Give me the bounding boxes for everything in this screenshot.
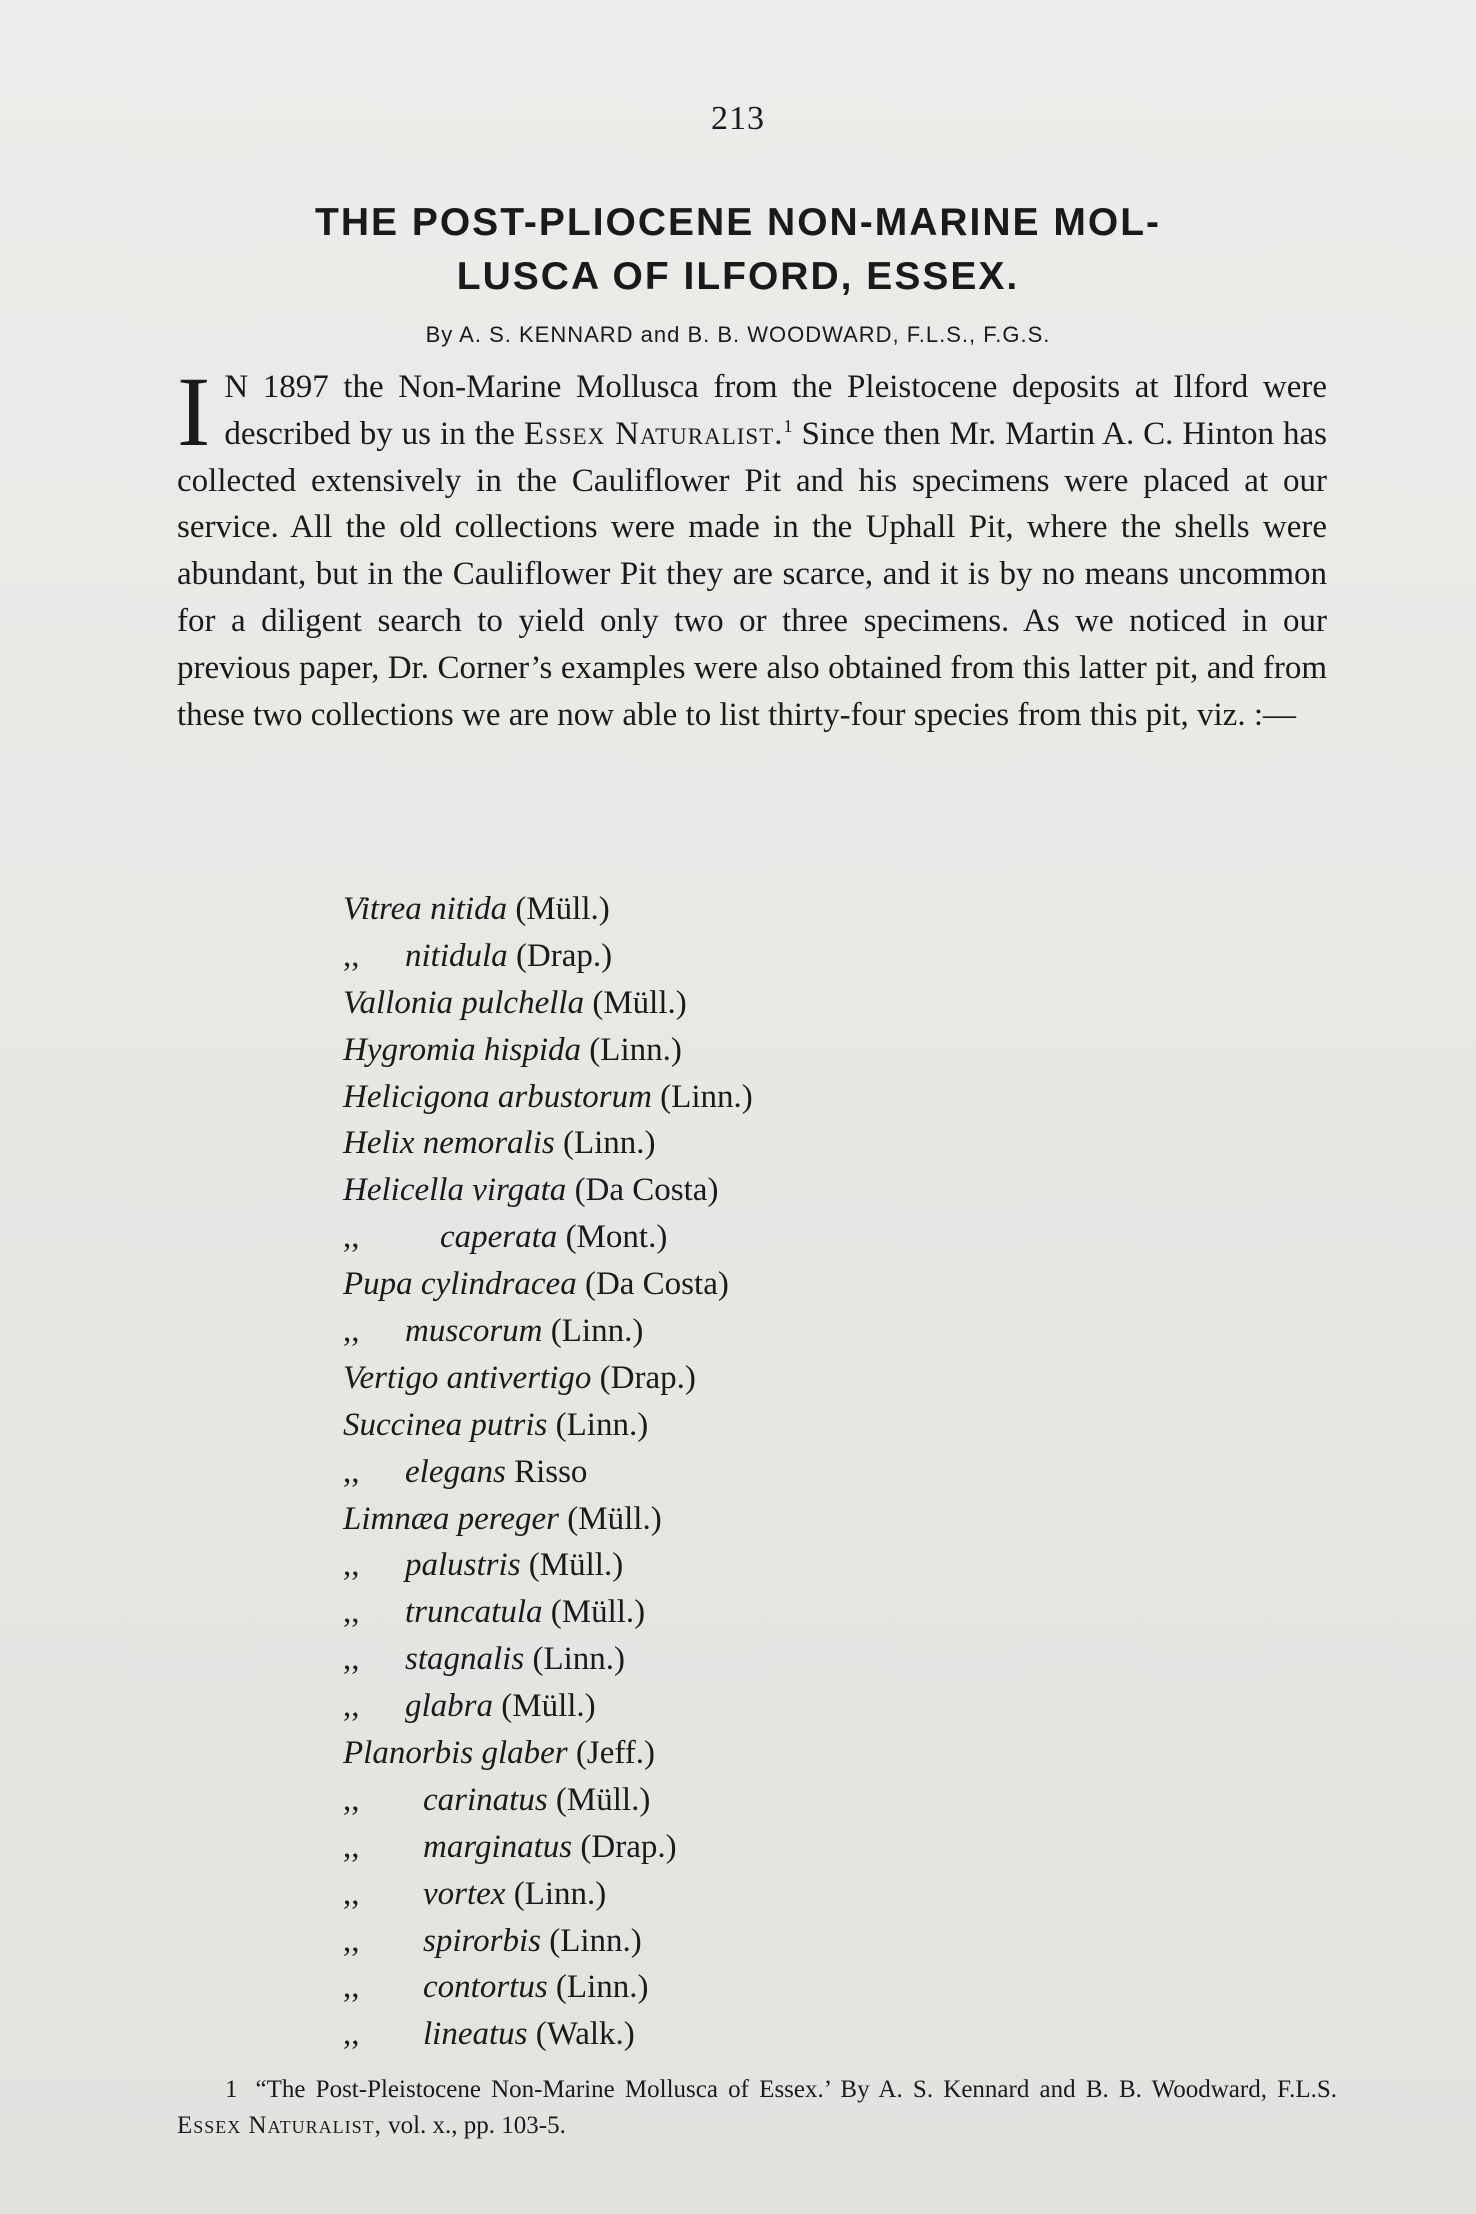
species-item (343, 1402, 753, 1449)
ditto-mark: ,, (343, 1453, 360, 1490)
species-item (343, 1542, 753, 1589)
footnote-journal: Essex Naturalist, (177, 2112, 382, 2139)
species-epithet: stagnalis (405, 1641, 525, 1678)
ditto-mark: ,, (343, 1969, 360, 2006)
species-epithet: glabra (405, 1688, 494, 1725)
genus: Hygromia (343, 1031, 476, 1068)
species-epithet: marginatus (423, 1828, 573, 1865)
species-authority: (Linn.) (513, 1875, 607, 1912)
species-authority: (Linn.) (549, 1922, 642, 1959)
species-authority: Risso (514, 1453, 588, 1490)
species-item (343, 1824, 753, 1871)
footnote-ref: 1 (783, 415, 793, 436)
genus: Succinea (343, 1406, 463, 1443)
species-authority: (Drap.) (599, 1359, 696, 1396)
species-epithet: antivertigo (446, 1359, 592, 1396)
genus: Helicella (343, 1172, 464, 1209)
genus: Planorbis (343, 1735, 474, 1772)
species-epithet: spirorbis (423, 1922, 541, 1959)
species-authority: (Müll.) (501, 1688, 596, 1725)
species-item (343, 1167, 753, 1214)
species-item (343, 2011, 753, 2058)
paragraph-part-2: Since then Mr. Martin A. C. Hinton has collected extensively in the Cauliflower Pit and his specimens were placed at our service. All the old collections were made in the Uphall Pit, where the shells were abundant, but in the Cauliflower Pit they are scarce, and it is by no means uncommon for a diligent search to yield only two or three specimens. As we noticed in our previous paper, Dr. Corner’s examples were also obtained from this latter pit, and from these two collections we are now able to list thirty-four species from this pit, viz. :— (177, 415, 1327, 733)
ditto-mark: ,, (343, 1641, 360, 1678)
genus: Pupa (343, 1266, 413, 1303)
species-authority: (Müll.) (515, 891, 610, 927)
species-epithet: arbustorum (497, 1078, 652, 1115)
species-authority: (Linn.) (550, 1313, 644, 1350)
title-line-1: THE POST-PLIOCENE NON-MARINE MOL- (315, 201, 1161, 244)
species-epithet: hispida (483, 1031, 582, 1068)
species-item (343, 1777, 753, 1824)
genus: Helicigona (343, 1078, 490, 1115)
species-epithet: cylindracea (420, 1266, 577, 1303)
species-epithet: virgata (472, 1172, 567, 1209)
species-authority: (Mont.) (565, 1219, 668, 1256)
journal-name: Essex Naturalist. (523, 415, 784, 452)
species-authority: (Drap.) (580, 1828, 677, 1865)
species-epithet: elegans (405, 1453, 506, 1490)
ditto-mark: ,, (343, 1781, 360, 1818)
species-epithet: contortus (423, 1969, 548, 2006)
footnote (177, 2072, 1337, 2144)
ditto-mark: ,, (343, 1547, 360, 1584)
species-item (343, 1683, 753, 1730)
species-epithet: nemoralis (422, 1125, 555, 1162)
ditto-mark: ,, (343, 1688, 360, 1725)
species-authority: (Müll.) (555, 1781, 651, 1818)
species-item (343, 1027, 753, 1074)
ditto-mark: ,, (343, 1594, 360, 1631)
species-item (343, 1074, 753, 1121)
species-item (343, 1355, 753, 1402)
species-item (343, 886, 753, 933)
species-item (343, 980, 753, 1027)
species-item (343, 1636, 753, 1683)
species-epithet: nitidula (405, 937, 508, 974)
species-authority: (Müll.) (592, 984, 687, 1021)
species-epithet: muscorum (405, 1313, 543, 1350)
genus: Vallonia (343, 984, 454, 1021)
genus: Vertigo (343, 1359, 439, 1396)
species-item (343, 1308, 753, 1355)
species-epithet: pereger (457, 1500, 560, 1537)
species-authority: (Linn.) (660, 1078, 753, 1115)
species-item (343, 1214, 753, 1261)
genus: Helix (343, 1125, 415, 1162)
species-item (343, 1261, 753, 1308)
species-authority: (Da Costa) (584, 1266, 729, 1303)
ditto-mark: ,, (343, 1875, 360, 1912)
ditto-mark: ,, (343, 1219, 360, 1256)
species-item (343, 1120, 753, 1167)
page-number: 213 (711, 100, 765, 137)
species-item (343, 1449, 753, 1496)
species-authority: (Walk.) (535, 2016, 635, 2053)
ditto-mark: ,, (343, 2016, 360, 2053)
drop-cap: I (177, 356, 211, 467)
title-line-2: LUSCA OF ILFORD, ESSEX. (456, 255, 1020, 298)
body-text (177, 356, 1327, 738)
species-epithet: lineatus (423, 2016, 528, 2053)
ditto-mark: ,, (343, 1828, 360, 1865)
genus: Limnæa (343, 1500, 450, 1537)
footnote-text-2: vol. x., pp. 103-5. (388, 2112, 566, 2139)
species-epithet: putris (470, 1406, 548, 1443)
species-authority: (Da Costa) (574, 1172, 719, 1209)
species-authority: (Linn.) (555, 1406, 649, 1443)
article-title (170, 196, 1306, 304)
species-item (343, 1871, 753, 1918)
species-epithet: nitida (430, 891, 508, 927)
species-authority: (Linn.) (589, 1031, 682, 1068)
ditto-mark: ,, (343, 1313, 360, 1350)
species-item (343, 1589, 753, 1636)
species-item (343, 1730, 753, 1777)
species-authority: (Linn.) (532, 1641, 626, 1678)
species-authority: (Linn.) (555, 1969, 649, 2006)
species-epithet: truncatula (405, 1594, 543, 1631)
species-epithet: palustris (405, 1547, 521, 1584)
species-epithet: vortex (423, 1875, 506, 1912)
species-authority: (Linn.) (562, 1125, 656, 1162)
species-item (343, 933, 753, 980)
species-authority: (Müll.) (567, 1500, 662, 1537)
byline: By A. S. KENNARD and B. B. WOODWARD, F.L.S., F.G.S. (425, 322, 1051, 347)
footnote-number: 1 (225, 2076, 238, 2103)
species-item (343, 1918, 753, 1965)
species-list (343, 886, 753, 2058)
paragraph-part-1: N 1897 the Non-Marine Mollusca from the Pleistocene deposits at Ilford were described by us in the (224, 369, 1327, 452)
opening-paragraph (177, 356, 1327, 738)
species-authority: (Jeff.) (575, 1735, 655, 1772)
species-epithet: carinatus (423, 1781, 548, 1818)
footnote-text-1: “The Post-Pleistocene Non-Marine Mollusca of Essex.’ By A. S. Kennard and B. B. Woodward, F.L.S. (255, 2076, 1337, 2103)
ditto-mark: ,, (343, 937, 360, 974)
species-item (343, 1496, 753, 1543)
species-epithet: pulchella (461, 984, 585, 1021)
species-authority: (Drap.) (515, 937, 613, 974)
species-item (343, 1964, 753, 2011)
ditto-mark: ,, (343, 1922, 360, 1959)
species-authority: (Müll.) (550, 1594, 646, 1631)
genus: Vitrea (343, 891, 422, 927)
species-epithet: glaber (481, 1735, 568, 1772)
species-authority: (Müll.) (528, 1547, 624, 1584)
species-epithet: caperata (440, 1219, 558, 1256)
